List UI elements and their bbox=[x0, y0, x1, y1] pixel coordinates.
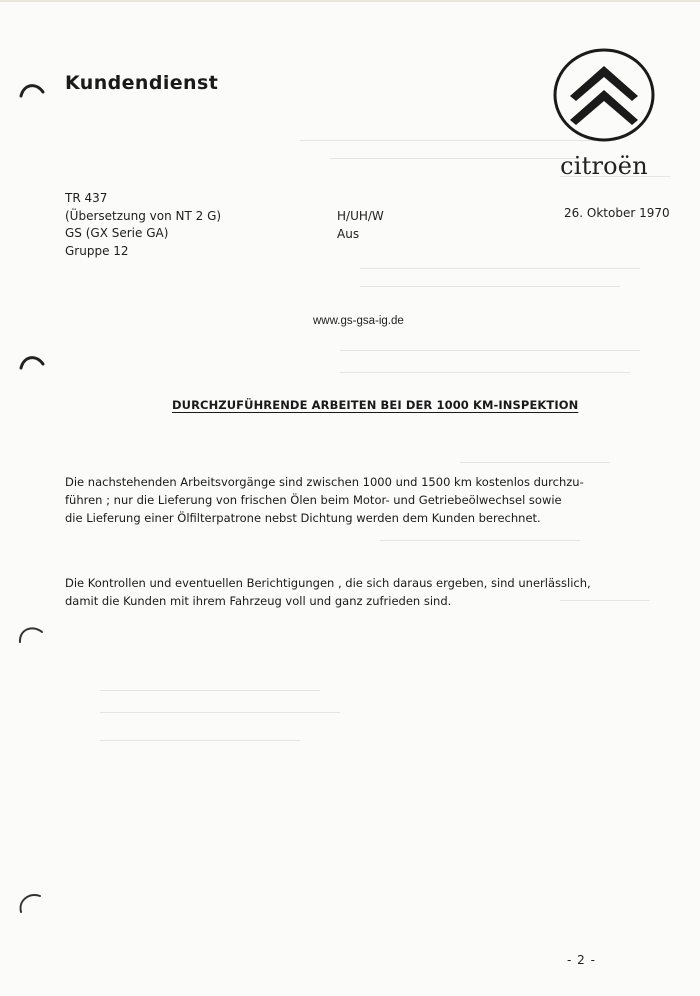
website-watermark: www.gs-gsa-ig.de bbox=[313, 315, 404, 327]
page-number: - 2 - bbox=[567, 953, 596, 967]
distribution-code: H/UH/W bbox=[337, 209, 384, 223]
citroen-double-chevron-icon bbox=[552, 48, 656, 146]
department-title: Kundendienst bbox=[65, 72, 219, 94]
punch-hole-mark-3 bbox=[16, 622, 46, 652]
reference-number: TR 437 bbox=[65, 191, 108, 205]
paragraph-1 bbox=[65, 473, 625, 527]
punch-hole-mark-1 bbox=[18, 80, 46, 100]
punch-hole-mark-2 bbox=[18, 352, 46, 372]
subject-heading: DURCHZUFÜHRENDE ARBEITEN BEI DER 1000 KM-INSPEKTION bbox=[172, 398, 579, 412]
document-date: 26. Oktober 1970 bbox=[564, 206, 670, 220]
group-line: Gruppe 12 bbox=[65, 243, 129, 258]
reference-block bbox=[65, 190, 221, 260]
distribution-note: Aus bbox=[337, 226, 360, 241]
paragraph-line: die Lieferung einer Ölfilterpatrone nebst Dichtung werden dem Kunden berechnet. bbox=[65, 511, 541, 525]
brand-logo bbox=[548, 48, 660, 182]
paragraph-2 bbox=[65, 574, 625, 610]
paragraph-line: damit die Kunden mit ihrem Fahrzeug voll und ganz zufrieden sind. bbox=[65, 594, 452, 608]
top-edge-line bbox=[0, 0, 700, 2]
model-line: GS (GX Serie GA) bbox=[65, 226, 169, 240]
punch-hole-mark-4 bbox=[16, 890, 46, 920]
paragraph-line: Die Kontrollen und eventuellen Berichtigungen , die sich daraus ergeben, sind unerlässlich, bbox=[65, 576, 591, 590]
translation-note: (Übersetzung von NT 2 G) bbox=[65, 208, 222, 223]
paragraph-line: führen ; nur die Lieferung von frischen Ölen beim Motor- und Getriebeölwechsel sowie bbox=[65, 493, 562, 507]
brand-wordmark: citroën bbox=[560, 152, 648, 180]
distribution-codes bbox=[337, 208, 384, 243]
paragraph-line: Die nachstehenden Arbeitsvorgänge sind zwischen 1000 und 1500 km kostenlos durchzu- bbox=[65, 475, 584, 489]
